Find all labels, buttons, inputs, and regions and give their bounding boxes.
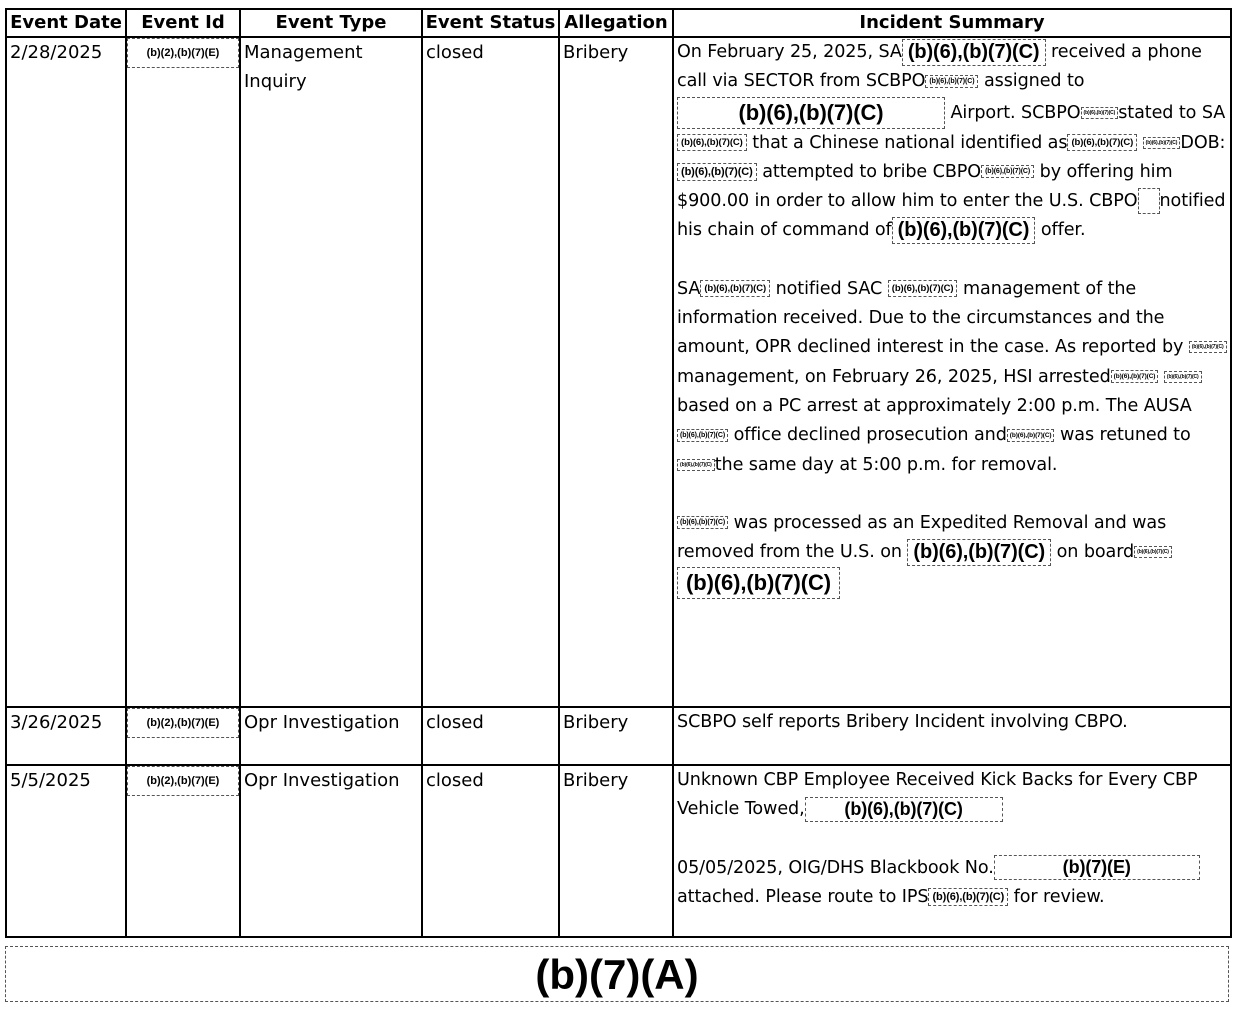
summary-text: stated to SA <box>1118 102 1226 123</box>
allegation-cell: Bribery <box>559 707 673 765</box>
summary-text: Unknown CBP Employee Received Kick Backs for Every CBP Vehicle Towed, <box>677 770 1198 820</box>
redaction-box: (b)(2),(b)(7)(E) <box>127 766 239 796</box>
table-row <box>6 765 1231 937</box>
incident-table <box>5 8 1232 938</box>
event-type-cell: Opr Investigation <box>240 765 422 937</box>
redaction-box: (b)(6),(b)(7)(C) <box>1134 546 1172 558</box>
summary-text: offer. <box>1040 220 1086 241</box>
event-id-cell <box>126 37 240 707</box>
summary-text: attempted to bribe CBPO <box>762 161 982 182</box>
event-status-cell: closed <box>422 37 559 707</box>
summary-paragraph <box>677 509 1228 600</box>
incident-summary-cell <box>673 37 1231 707</box>
incident-summary-cell: SCBPO self reports Bribery Incident involving CBPO. <box>673 707 1231 765</box>
summary-text: by offering him $900.00 in order to allow him to enter the U.S. CBPO <box>677 161 1173 212</box>
table-row <box>6 37 1231 707</box>
incident-summary-cell <box>673 765 1231 937</box>
redaction-box: (b)(6),(b)(7)(C) <box>677 459 715 471</box>
summary-text: on board <box>1056 542 1135 563</box>
redaction-box: (b)(6),(b)(7)(C) <box>1007 429 1055 442</box>
summary-text: Airport. SCBPO <box>950 102 1081 123</box>
summary-paragraph <box>677 854 1228 913</box>
redaction-box: (b)(6),(b)(7)(C) <box>1164 371 1202 383</box>
event-status-cell: closed <box>422 765 559 937</box>
event-status-cell: closed <box>422 707 559 765</box>
summary-text: the same day at 5:00 p.m. for removal. <box>714 454 1058 475</box>
summary-text: attached. Please route to IPS <box>677 886 929 907</box>
summary-text: notified his chain of command of <box>677 191 1226 241</box>
redaction-box: (b)(6),(b)(7)(C) <box>677 429 728 442</box>
redaction-box: (b)(6),(b)(7)(C) <box>981 165 1034 178</box>
redaction-box: … <box>1138 188 1160 214</box>
summary-text: for review. <box>1013 886 1105 907</box>
redaction-box: (b)(6),(b)(7)(C) <box>1143 137 1181 149</box>
header-event-type: Event Type <box>240 9 422 37</box>
summary-text: On February 25, 2025, SA <box>677 42 902 62</box>
redaction-box: (b)(6),(b)(7)(C) <box>907 539 1051 566</box>
event-id-cell <box>126 765 240 937</box>
header-row <box>6 9 1231 37</box>
redaction-box: (b)(6),(b)(7)(C) <box>928 888 1008 906</box>
redaction-box: (b)(6),(b)(7)(C) <box>1067 134 1137 151</box>
event-type-cell: Management Inquiry <box>240 37 422 707</box>
header-event-id: Event Id <box>126 9 240 37</box>
allegation-cell: Bribery <box>559 37 673 707</box>
event-date-cell: 2/28/2025 <box>6 37 126 707</box>
redaction-box: (b)(2),(b)(7)(E) <box>127 708 239 738</box>
header-event-status: Event Status <box>422 9 559 37</box>
event-type-cell: Opr Investigation <box>240 707 422 765</box>
header-incident-summary: Incident Summary <box>673 9 1231 37</box>
allegation-cell: Bribery <box>559 765 673 937</box>
summary-text: 05/05/2025, OIG/DHS Blackbook No. <box>677 857 994 878</box>
summary-paragraph <box>677 275 1228 480</box>
summary-text: management, on February 26, 2025, HSI arrested <box>677 366 1111 387</box>
redaction-box: (b)(6),(b)(7)(C) <box>700 280 770 297</box>
redaction-box: (b)(7)(E) <box>994 855 1200 880</box>
redaction-box: (b)(6),(b)(7)(C) <box>677 163 757 181</box>
summary-text: office declined prosecution and <box>733 425 1007 446</box>
summary-text: that a Chinese national identified as <box>752 132 1068 153</box>
event-date-cell: 5/5/2025 <box>6 765 126 937</box>
summary-text: based on a PC arrest at approximately 2:00 p.m. The AUSA <box>677 395 1192 416</box>
summary-text: management of the information received. Due to the circumstances and the amount, OPR declined interest in the case. As reported by <box>677 278 1184 358</box>
redaction-box: (b)(6),(b)(7)(C) <box>902 39 1046 66</box>
event-id-cell <box>126 707 240 765</box>
table-row <box>6 707 1231 765</box>
redaction-box: (b)(6),(b)(7)(C) <box>892 217 1036 244</box>
redaction-box: (b)(6),(b)(7)(C) <box>1189 341 1227 353</box>
redaction-box: (b)(6),(b)(7)(C) <box>677 567 840 599</box>
redaction-box: (b)(6),(b)(7)(C) <box>677 134 747 151</box>
redaction-box: (b)(6),(b)(7)(C) <box>805 797 1003 822</box>
summary-text: SA <box>677 278 701 299</box>
summary-text: was retuned to <box>1059 425 1191 446</box>
footer-redaction-box: (b)(7)(A) <box>5 946 1229 1002</box>
redaction-box: (b)(2),(b)(7)(E) <box>127 38 239 68</box>
redaction-box: (b)(6),(b)(7)(C) <box>1111 370 1159 383</box>
summary-paragraph <box>677 766 1228 825</box>
redaction-box: (b)(6),(b)(7)(C) <box>677 516 728 529</box>
header-event-date: Event Date <box>6 9 126 37</box>
summary-text: DOB: <box>1180 132 1226 153</box>
redaction-box: (b)(6),(b)(7)(C) <box>888 280 958 297</box>
summary-paragraph <box>677 38 1228 246</box>
summary-text: received a phone call via SECTOR from SCBPO <box>677 42 1202 92</box>
redaction-box: (b)(6),(b)(7)(C) <box>925 75 978 88</box>
event-date-cell: 3/26/2025 <box>6 707 126 765</box>
redaction-box: (b)(6),(b)(7)(C) <box>677 97 945 129</box>
redaction-box: (b)(6),(b)(7)(C) <box>1081 107 1119 119</box>
summary-text: notified SAC <box>775 278 883 299</box>
summary-text: was processed as an Expedited Removal and was removed from the U.S. on <box>677 512 1167 563</box>
summary-text: assigned to <box>983 71 1085 92</box>
header-allegation: Allegation <box>559 9 673 37</box>
